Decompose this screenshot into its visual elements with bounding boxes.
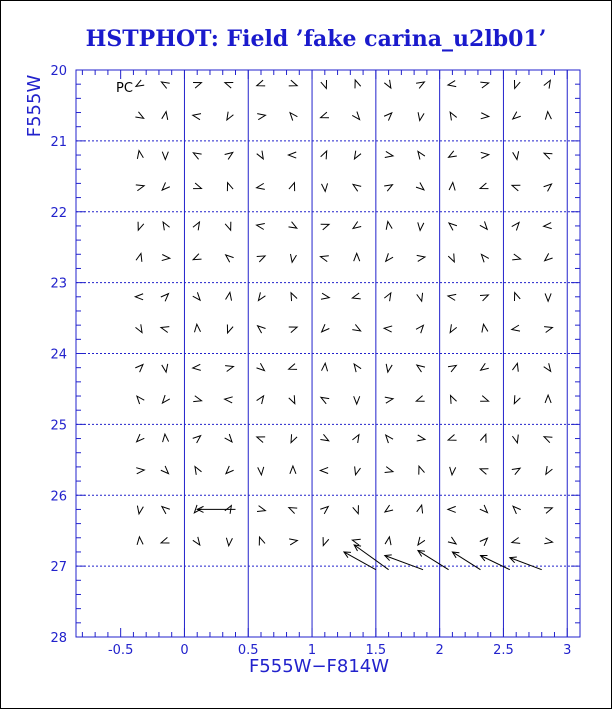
vector-marker (289, 222, 297, 229)
vector-marker (417, 365, 425, 372)
y-tick-label: 28 (50, 631, 67, 646)
vector-arrow-head (418, 551, 425, 557)
vector-marker (544, 223, 552, 229)
vector-marker (257, 151, 264, 159)
vector-marker (193, 436, 201, 443)
vector-marker (290, 466, 296, 474)
vector-marker (289, 508, 297, 514)
vector-marker (385, 537, 391, 545)
y-axis-label: F555W (24, 74, 45, 138)
vector-marker (544, 508, 552, 514)
y-tick-label: 22 (50, 205, 67, 221)
vector-marker (514, 293, 520, 301)
vector-marker (419, 466, 425, 474)
vector-marker (352, 293, 360, 299)
vector-marker (291, 434, 297, 442)
vector-marker (225, 152, 233, 159)
vector-marker (290, 113, 297, 121)
x-tick-label: 1.5 (365, 643, 387, 658)
vector-marker (137, 434, 145, 442)
vector-arrow-shaft (354, 545, 388, 570)
vector-marker (289, 327, 297, 333)
vector-arrow-shaft (344, 552, 376, 570)
vector-marker (137, 506, 143, 514)
vector-marker (416, 182, 424, 189)
vector-marker (480, 434, 486, 442)
y-tick-label: 26 (50, 489, 67, 505)
vector-marker (512, 222, 519, 230)
vector-marker (162, 182, 170, 190)
vector-marker (162, 364, 168, 372)
vector-marker (418, 222, 424, 230)
vector-marker (352, 112, 359, 120)
vector-marker (545, 253, 553, 260)
vector-marker (162, 152, 168, 160)
vector-marker (193, 364, 201, 370)
vector-marker (138, 222, 144, 230)
vector-marker (225, 82, 233, 88)
vector-marker (321, 151, 327, 159)
vector-marker (450, 324, 457, 332)
x-tick-label: 0.5 (237, 643, 259, 658)
x-tick-label: 1 (307, 643, 317, 658)
vector-marker (225, 397, 233, 403)
vector-marker (321, 80, 327, 88)
vector-marker (161, 294, 169, 302)
vector-marker (353, 505, 359, 513)
vector-marker (352, 539, 360, 545)
vector-marker (544, 153, 552, 159)
y-tick-label: 25 (50, 418, 67, 434)
vector-marker (448, 435, 456, 441)
vector-marker (384, 326, 392, 332)
vector-marker (258, 326, 266, 333)
vector-marker (289, 539, 297, 545)
vector-marker (322, 324, 330, 332)
vector-marker (321, 183, 327, 191)
vector-marker (480, 221, 487, 229)
x-tick-label: 2 (435, 643, 444, 658)
vector-marker (257, 256, 265, 262)
vector-marker (385, 467, 393, 473)
vector-marker (226, 466, 234, 474)
vector-marker (162, 395, 169, 403)
vector-marker (449, 151, 457, 158)
vector-marker (136, 80, 144, 87)
vector-marker (513, 151, 519, 159)
arrow-layer (197, 506, 542, 569)
vector-marker (352, 435, 359, 443)
vector-marker (481, 254, 488, 262)
vector-marker (321, 293, 329, 299)
vector-marker (546, 466, 553, 474)
vector-marker (320, 507, 328, 514)
vector-marker (448, 537, 456, 544)
x-tick-label: 0 (180, 643, 189, 658)
vector-marker (257, 437, 265, 443)
vector-marker (323, 537, 329, 545)
vector-marker (161, 466, 169, 474)
vector-marker (225, 434, 232, 442)
x-tick-label: 3 (563, 643, 572, 658)
y-tick-label: 23 (50, 276, 67, 292)
vector-marker (290, 254, 296, 262)
vector-marker (354, 364, 361, 372)
vector-marker (193, 292, 200, 300)
vector-marker (417, 293, 423, 301)
vector-marker (193, 82, 201, 88)
y-tick-label: 27 (50, 560, 67, 576)
vector-marker (193, 114, 201, 120)
vector-marker (544, 538, 552, 544)
vector-marker (320, 467, 328, 473)
vector-marker (416, 82, 424, 89)
axis-layer (50, 64, 580, 658)
vector-marker (544, 437, 552, 443)
vector-marker (385, 151, 393, 157)
vector-marker (193, 537, 200, 545)
vector-marker (513, 506, 521, 514)
vector-marker (418, 537, 425, 545)
vector-marker (355, 80, 361, 88)
vector-marker (355, 466, 361, 474)
vector-marker (512, 363, 518, 371)
x-axis-label: F555W−F814W (248, 656, 390, 677)
vector-marker (514, 80, 520, 88)
vector-marker (544, 80, 551, 88)
grid-layer (76, 70, 580, 637)
vector-marker (416, 396, 424, 402)
vector-marker (386, 435, 393, 443)
vector-marker (291, 293, 297, 301)
vector-marker (136, 253, 142, 261)
vector-marker (449, 223, 457, 230)
vector-marker (418, 151, 425, 159)
vector-marker (384, 80, 391, 88)
vector-marker (258, 467, 264, 475)
vector-marker (162, 112, 168, 120)
vector-marker (161, 82, 169, 89)
vector-marker (480, 82, 488, 88)
vector-marker (137, 396, 144, 404)
vector-marker (544, 184, 552, 191)
vector-marker (162, 507, 170, 514)
vector-marker (386, 364, 392, 372)
vector-arrow-shaft (385, 555, 423, 569)
vector-marker (481, 363, 489, 370)
vector-marker (163, 222, 170, 230)
vector-marker (320, 256, 328, 262)
vector-marker (480, 295, 488, 301)
vector-marker (136, 468, 144, 474)
vector-marker (448, 365, 456, 372)
vector-marker (289, 80, 297, 86)
vector-marker (544, 327, 552, 333)
vector-marker (480, 469, 488, 475)
vector-marker (417, 255, 425, 261)
vector-marker (257, 80, 265, 86)
vector-marker (227, 183, 233, 191)
vector-marker (289, 395, 295, 403)
vector-marker (480, 396, 488, 402)
vector-marker (135, 294, 143, 300)
vector-arrow-shaft (452, 552, 480, 570)
vector-marker (289, 364, 297, 370)
vector-marker (512, 468, 520, 475)
vector-marker (135, 112, 143, 119)
vector-marker (450, 467, 456, 475)
vector-arrow-shaft (480, 555, 509, 569)
vector-marker (227, 325, 233, 333)
vector-arrow-shaft (510, 558, 542, 570)
vector-marker (482, 324, 488, 332)
vector-marker (226, 538, 232, 546)
vector-marker (136, 324, 143, 332)
vector-marker (163, 434, 169, 442)
vector-marker (449, 182, 455, 190)
vector-marker (353, 184, 361, 191)
vector-marker (352, 324, 360, 331)
vector-marker (512, 325, 520, 331)
vector-marker (448, 81, 456, 87)
vector-marker (321, 224, 329, 230)
vector-marker (137, 151, 143, 159)
y-tick-label: 20 (50, 64, 67, 79)
vector-marker (353, 222, 361, 229)
vector-marker (320, 434, 328, 441)
vector-marker (257, 183, 265, 189)
vector-marker (135, 364, 143, 372)
vector-marker (545, 395, 551, 403)
vector-marker (257, 224, 265, 230)
vector-marker (545, 293, 551, 301)
y-tick-label: 21 (50, 134, 67, 150)
vector-marker (161, 327, 169, 333)
vector-marker (161, 537, 169, 543)
vector-marker (193, 153, 201, 160)
vector-marker (385, 505, 393, 512)
vector-marker (448, 294, 456, 300)
vector-marker (481, 113, 489, 119)
vector-marker (512, 538, 520, 544)
vector-marker (480, 183, 488, 189)
vector-marker (193, 396, 201, 402)
vector-marker (512, 185, 520, 191)
vector-marker (418, 112, 424, 120)
vector-marker (417, 505, 423, 513)
vector-marker (385, 397, 393, 403)
vector-marker (321, 363, 327, 371)
vector-marker (194, 324, 200, 332)
vector-marker (227, 112, 234, 120)
vector-marker (195, 467, 202, 475)
vector-marker (480, 505, 488, 513)
vector-arrow-shaft (418, 551, 449, 570)
vector-marker (451, 395, 457, 403)
vector-marker (384, 113, 392, 121)
vector-marker (259, 537, 265, 545)
vector-marker (481, 152, 489, 158)
vector-marker (226, 255, 234, 262)
chart-title: HSTPHOT: Field ’fake carina_u2lb01’ (85, 26, 547, 52)
x-tick-label: 2.5 (493, 643, 514, 658)
vector-marker (386, 221, 392, 229)
pc-annotation: PC (116, 81, 133, 96)
vector-marker (193, 254, 201, 260)
vector-marker (544, 363, 551, 371)
vector-marker (288, 152, 296, 158)
vector-marker (258, 292, 265, 300)
vector-marker (225, 366, 233, 372)
vector-marker (257, 506, 265, 512)
vector-marker (321, 397, 329, 404)
vector-marker (136, 185, 144, 191)
vector-marker (480, 538, 488, 546)
vector-marker (137, 537, 143, 545)
vector-marker (448, 254, 454, 262)
vector-layer (135, 80, 552, 546)
vector-marker (450, 112, 457, 120)
vector-marker (512, 435, 518, 443)
vector-marker (193, 183, 201, 189)
vector-marker (512, 254, 520, 260)
vector-marker (354, 253, 360, 261)
vector-marker (162, 255, 170, 261)
vector-marker (354, 151, 361, 159)
y-tick-label: 24 (50, 347, 67, 363)
vector-marker (514, 395, 520, 403)
vector-marker (513, 112, 521, 119)
vector-marker (289, 183, 295, 191)
x-tick-label: -0.5 (107, 643, 134, 658)
vector-marker (257, 396, 264, 404)
vector-marker (226, 292, 232, 300)
vector-arrow-head (452, 552, 459, 558)
vector-marker (225, 222, 231, 230)
vector-marker (416, 325, 423, 333)
vector-marker (257, 363, 265, 370)
vector-marker (193, 222, 200, 230)
vector-marker (354, 396, 360, 404)
vector-marker (321, 112, 329, 118)
vector-marker (384, 185, 392, 192)
vector-marker (384, 293, 391, 301)
vector-marker (386, 253, 393, 261)
vector-marker (545, 112, 551, 120)
vector-marker (257, 114, 265, 120)
vector-marker (448, 506, 456, 512)
vector-marker (417, 435, 425, 441)
